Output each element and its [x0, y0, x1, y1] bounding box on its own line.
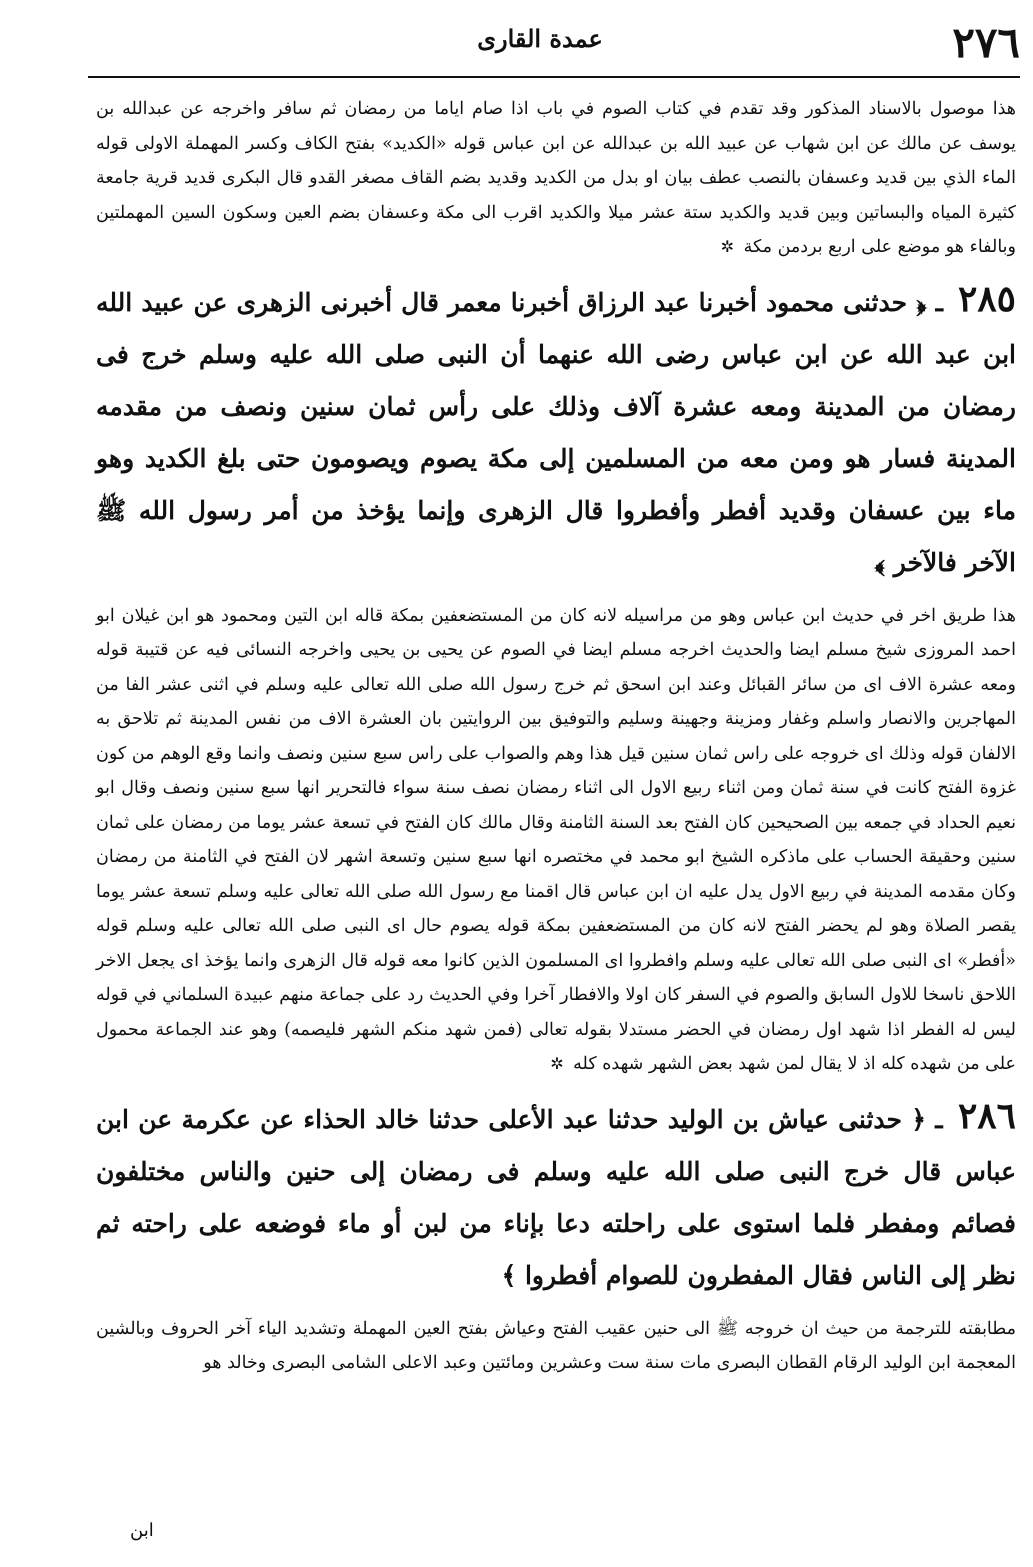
commentary-text: هذا طريق اخر في حديث ابن عباس وهو من مراسيله لانه كان من المستضعفين بمكة قاله ابن التين ومحمود هو ابن غيلان ابو احمد المروزى شيخ مسلم ايضا والحديث اخرجه مسلم ايضا في الصوم عن يحيى بن يحيى واخرجه النسائى فيه عن قتيبة قوله ومعه عشرة الاف اى من سائر القبائل وعند ابن اسحق ثم خرج رسول الله صلى الله تعالى عليه وسلم في اثنى عشر الفا من المهاجرين والانصار واسلم وغفار ومزينة وجهينة وسليم والتوفيق بين الروايتين بان العشرة الاف من نفس المدينة ثم تلاحق به الالفان قوله وذلك اى خروجه على راس ثمان سنين قيل هذا وهم والصواب على راس سبع سنين ونصف وانما وقع الوهم من كون غزوة الفتح كانت في سنة ثمان ومن اثناء ربيع الاول الى اثناء رمضان نصف سنة سواء فالتحرير انها سبع سنين ونصف وقال ابو نعيم الحداد في جمعه بين الصحيحين كان الفتح بعد السنة الثامنة وقال مالك كان الفتح في تسعة عشر يوما من رمضان على ثمان سنين وحقيقة الحساب على ماذكره الشيخ ابو محمد في مختصره انها سبع سنين وتسعة اشهر لان الفتح في الثامنة من رمضان وكان مقدمه المدينة في ربيع الاول يدل عليه ان ابن عباس قال اقمنا مع رسول الله صلى الله تعالى عليه وسلم تسعة عشر يوما يقصر الصلاة وهو لم يحضر الفتح لانه كان من المستضعفين بمكة قوله يصوم حال اى النبى صلى الله تعالى عليه وسلم قوله «أفطر» اى النبى صلى الله تعالى عليه وسلم وافطروا اى المسلمون الذين كانوا معه قوله قال الزهرى وانما يؤخذ اى يجعل الاخر اللاحق ناسخا للاول السابق والصوم في السفر كان اولا والافطار آخرا وفي الحديث رد على جماعة منهم عبيدة السلماني في قوله ليس له الفطر اذا شهد اول رمضان في الحضر مستدلا بقوله تعالى (فمن شهد منكم الشهر فليصمه) وهو عند الجماعة محمول على من شهده كله اذ لا يقال لمن شهد بعض الشهر شهده كله	[96, 605, 1016, 1074]
catchword: ابن	[130, 1520, 154, 1541]
hadith-text: حدثنى عياش بن الوليد حدثنا عبد الأعلى حدثنا خالد الحذاء عن عكرمة عن ابن عباس قال خرج النبى صلى الله عليه وسلم فى رمضان إلى حنين والناس مختلفون فصائم ومفطر فلما استوى على راحلته دعا بإناء من لبن أو ماء فوضعه على راحته ثم نظر إلى الناس فقال المفطرون للصوام أفطروا	[96, 1104, 1016, 1290]
end-mark-icon: ✲	[720, 237, 735, 256]
page-body	[96, 92, 1016, 1389]
hadith-number: ٢٨٥	[957, 277, 1016, 320]
hadith-text: حدثنى محمود أخبرنا عبد الرزاق أخبرنا معمر قال أخبرنى الزهرى عن عبيد الله ابن عبد الله عن ابن عباس رضى الله عنهما أن النبى صلى الله عليه وسلم خرج فى رمضان من المدينة ومعه عشرة آلاف وذلك على رأس ثمان سنين ونصف من مقدمه المدينة فسار هو ومن معه من المسلمين إلى مكة يصوم ويصومون حتى بلغ الكديد وهو ماء بين عسفان وقديد أفطر وأفطروا قال الزهرى وإنما يؤخذ من أمر رسول الله ﷺ الآخر فالآخر	[96, 287, 1016, 577]
commentary-paragraph	[96, 92, 1016, 265]
hadith-number: ٢٨٦	[957, 1094, 1016, 1137]
page-header	[60, 18, 1020, 68]
hadith-dash: ـ	[935, 287, 943, 317]
commentary-paragraph	[96, 599, 1016, 1082]
header-rule	[88, 76, 1020, 78]
open-bracket: ﴿	[911, 1104, 926, 1134]
commentary-text: هذا موصول بالاسناد المذكور وقد تقدم في كتاب الصوم في باب اذا صام اياما من رمضان ثم سافر واخرجه عن عبدالله بن يوسف عن مالك عن ابن شهاب عن عبيد الله بن عبدالله عن ابن عباس قوله «الكديد» بفتح الكاف وكسر المهملة الاولى قوله الماء الذي بين قديد وعسفان بالنصب عطف بيان او بدل من الكديد وقديد بضم القاف مصغر القدو قال البكرى قديد قرية جامعة كثيرة المياه والبساتين وبين قديد والكديد ستة عشر ميلا والكديد اقرب الى مكة وعسفان بضم العين وسكون السين المهملتين وبالفاء هو موضع على اربع بردمن مكة	[96, 99, 1016, 257]
close-bracket: ﴾	[501, 1260, 517, 1290]
page-number: ٢٧٦	[952, 18, 1020, 67]
hadith-paragraph	[96, 1090, 1016, 1302]
running-title: عمدة القارى	[477, 24, 603, 53]
open-bracket: ﴿	[916, 287, 927, 317]
hadith-dash: ـ	[935, 1104, 943, 1134]
hadith-paragraph	[96, 273, 1016, 589]
end-mark-icon: ✲	[550, 1054, 564, 1073]
close-bracket: ﴾	[874, 547, 886, 577]
commentary-paragraph	[96, 1312, 1016, 1381]
commentary-text: مطابقته للترجمة من حيث ان خروجه ﷺ الى حنين عقيب الفتح وعياش بفتح العين المهملة وتشديد الياء آخر الحروف وبالشين المعجمة ابن الوليد الرقام القطان البصرى مات سنة ست وعشرين ومائتين وعبد الاعلى الشامى البصرى وخالد هو	[96, 1318, 1016, 1373]
